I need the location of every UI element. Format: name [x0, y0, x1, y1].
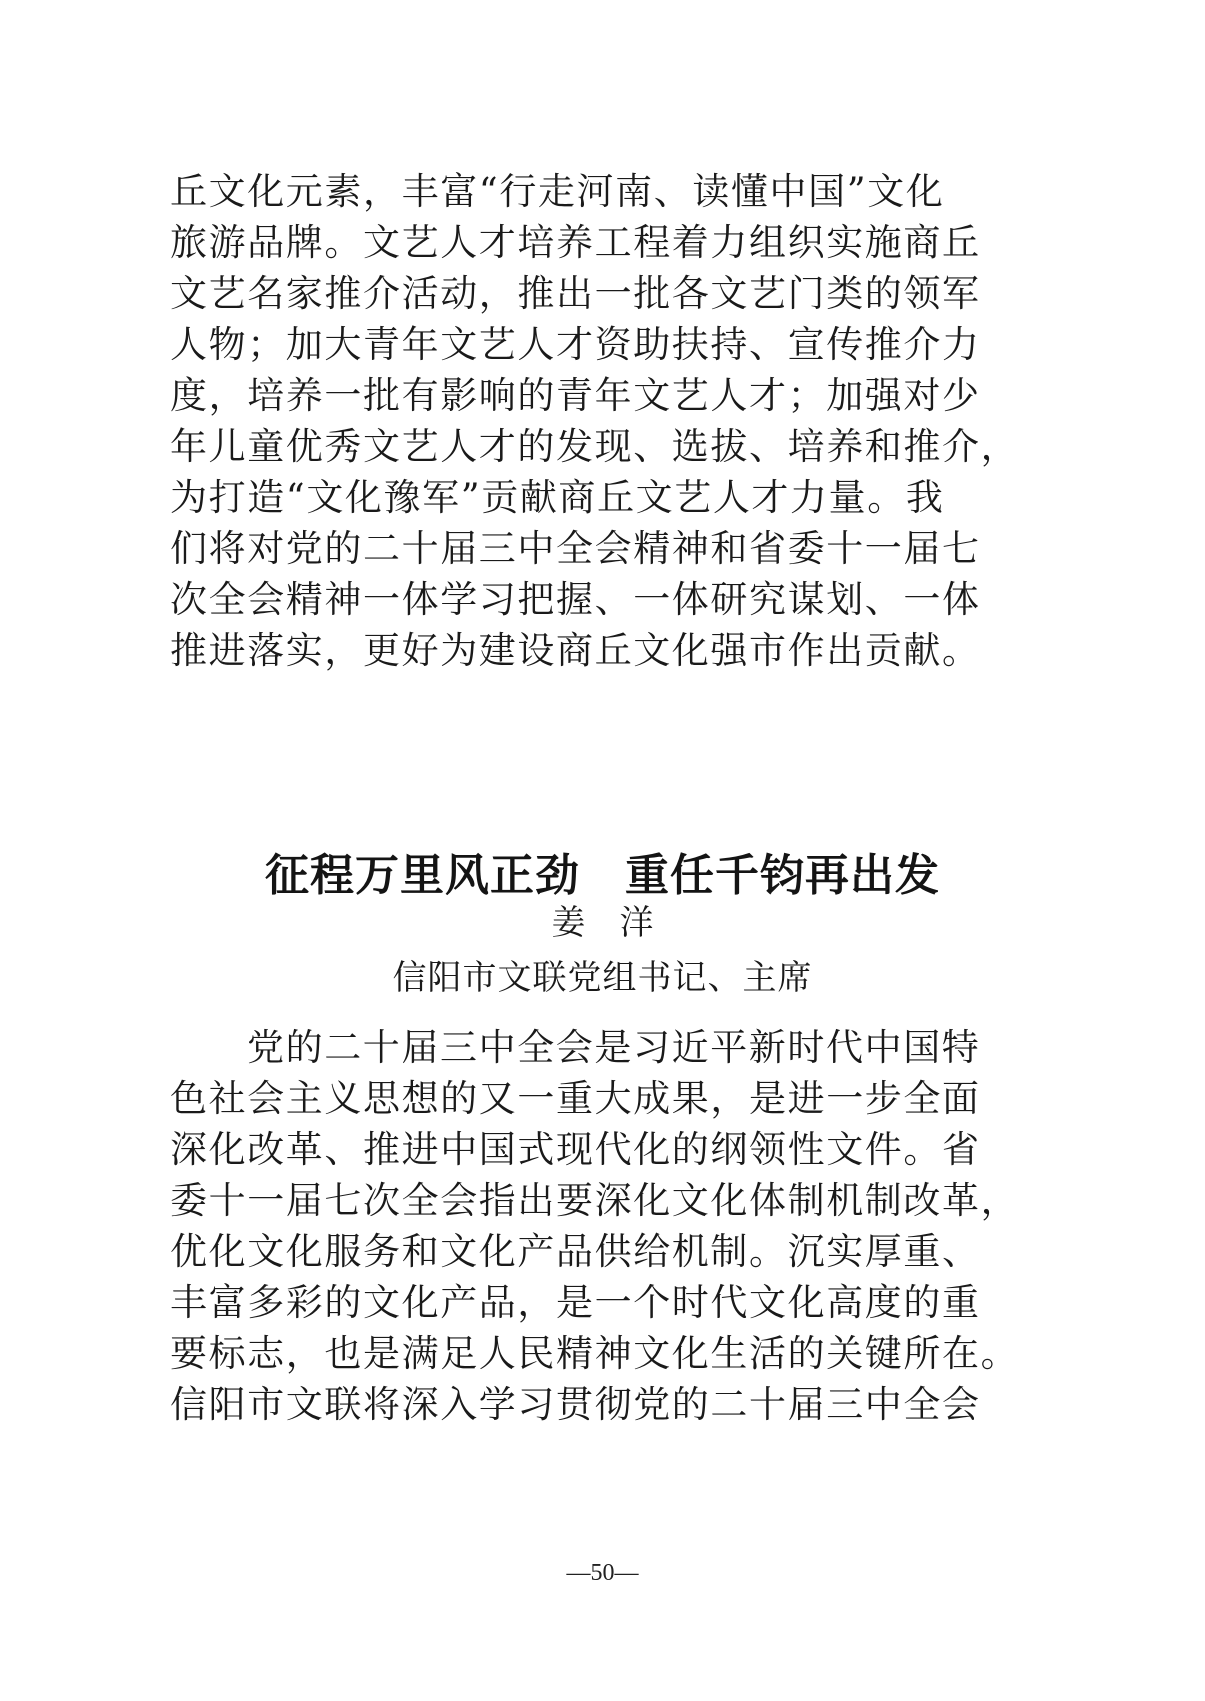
- text-line: 丘文化元素，丰富“行走河南、读懂中国”文化: [170, 170, 945, 213]
- article-author: 姜 洋: [551, 903, 654, 943]
- text-line-first-indent: 党的二十届三中全会是习近平新时代中国特: [247, 1026, 981, 1069]
- text-line: 丰富多彩的文化产品，是一个时代文化高度的重: [170, 1281, 981, 1324]
- text-line: 文艺名家推介活动，推出一批各文艺门类的领军: [170, 272, 981, 315]
- text-line: 要标志，也是满足人民精神文化生活的关键所在。: [170, 1332, 1020, 1375]
- article-title: 征程万里风正劲 重任千钧再出发: [265, 850, 940, 901]
- text-line: 信阳市文联将深入学习贯彻党的二十届三中全会: [170, 1383, 981, 1426]
- text-line: 人物；加大青年文艺人才资助扶持、宣传推介力: [170, 323, 981, 366]
- page-number: —50—: [566, 1560, 639, 1586]
- new-article-body: [170, 1022, 1020, 1430]
- text-line: 优化文化服务和文化产品供给机制。沉实厚重、: [170, 1230, 981, 1273]
- text-line: 次全会精神一体学习把握、一体研究谋划、一体: [170, 578, 981, 621]
- text-line: 度，培养一批有影响的青年文艺人才；加强对少: [170, 374, 981, 417]
- text-line: 旅游品牌。文艺人才培养工程着力组织实施商丘: [170, 221, 981, 264]
- text-line: 年儿童优秀文艺人才的发现、选拔、培养和推介，: [170, 425, 1020, 468]
- text-line: 色社会主义思想的又一重大成果，是进一步全面: [170, 1077, 981, 1120]
- text-line: 为打造“文化豫军”贡献商丘文艺人才力量。我: [170, 476, 945, 519]
- text-line: 推进落实，更好为建设商丘文化强市作出贡献。: [170, 629, 981, 672]
- text-line: 们将对党的二十届三中全会精神和省委十一届七: [170, 527, 981, 570]
- text-line: 委十一届七次全会指出要深化文化体制机制改革，: [170, 1179, 1020, 1222]
- continued-article-body: [170, 166, 1020, 676]
- text-line: 深化改革、推进中国式现代化的纲领性文件。省: [170, 1128, 981, 1171]
- author-affiliation: 信阳市文联党组书记、主席: [392, 958, 813, 998]
